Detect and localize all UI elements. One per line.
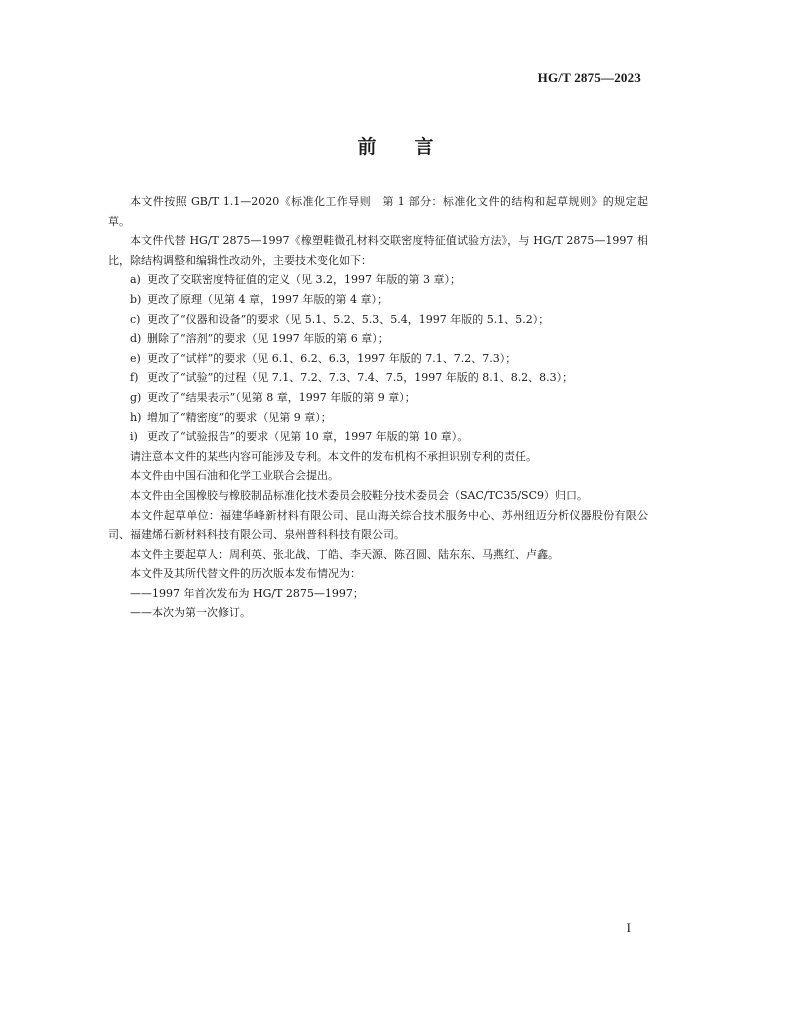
list-marker: c)	[130, 312, 141, 326]
list-item	[108, 388, 648, 408]
page-title: 前言	[357, 136, 472, 158]
paragraph-replacement: 本文件代替 HG/T 2875—1997《橡塑鞋微孔材料交联密度特征值试验方法》，与 HG/T 2875—1997 相比，除结构调整和编辑性改动外，主要技术变化如下：	[108, 234, 648, 267]
page-number: I	[626, 920, 631, 935]
list-marker: f)	[130, 371, 139, 385]
paragraph-drafters: 本文件主要起草人：周利英、张北战、丁皓、李天源、陈召圆、陆东东、马燕红、卢鑫。	[130, 547, 559, 561]
list-item-text: 更改了“试样”的要求（见 6.1、6.2、6.3，1997 年版的 7.1、7.2、7.3）；	[147, 351, 517, 365]
list-item-text: 更改了“仪器和设备”的要求（见 5.1、5.2、5.3、5.4，1997 年版的 5.1、5.2）；	[147, 312, 550, 326]
list-marker: h)	[130, 410, 142, 424]
list-item-text: 更改了原理（见第 4 章，1997 年版的第 4 章）；	[147, 292, 388, 306]
list-marker: a)	[130, 273, 141, 287]
paragraph-drafting-rules: 本文件按照 GB/T 1.1—2020《标准化工作导则 第 1 部分：标准化文件的结构和起草规则》的规定起草。	[108, 195, 648, 228]
list-marker: b)	[130, 292, 142, 306]
list-item	[108, 310, 648, 330]
list-item-text: 更改了“试验”的过程（见 7.1、7.2、7.3、7.4、7.5，1997 年版的 8.1、8.2、8.3）；	[147, 371, 574, 385]
list-item-text: 更改了“试验报告”的要求（见第 10 章，1997 年版的第 10 章）。	[147, 430, 469, 444]
list-item	[108, 270, 648, 290]
list-item-text: 增加了“精密度”的要求（见第 9 章）；	[147, 410, 332, 424]
standard-code: HG/T 2875—2023	[537, 70, 641, 85]
paragraph-proposer: 本文件由中国石油和化学工业联合会提出。	[130, 469, 339, 483]
paragraph-patent-notice: 请注意本文件的某些内容可能涉及专利。本文件的发布机构不承担识别专利的责任。	[130, 449, 537, 463]
list-item	[108, 349, 648, 369]
list-marker: d)	[130, 332, 142, 346]
list-item	[108, 427, 648, 447]
history-item: ——本次为第一次修订。	[130, 606, 251, 620]
paragraph-history-intro: 本文件及其所代替文件的历次版本发布情况为：	[130, 567, 361, 581]
list-item-text: 删除了“溶剂”的要求（见 1997 年版的第 6 章）；	[147, 332, 389, 346]
list-marker: i)	[130, 430, 138, 444]
paragraph-committee: 本文件由全国橡胶与橡胶制品标准化技术委员会胶鞋分技术委员会（SAC/TC35/SC9）归口。	[130, 488, 589, 502]
history-item: ——1997 年首次发布为 HG/T 2875—1997；	[130, 586, 364, 600]
foreword-body	[108, 192, 648, 623]
list-marker: g)	[130, 390, 142, 404]
list-item	[108, 368, 648, 388]
list-item	[108, 408, 648, 428]
list-item	[108, 290, 648, 310]
list-item-text: 更改了交联密度特征值的定义（见 3.2，1997 年版的第 3 章）；	[147, 273, 461, 287]
list-item-text: 更改了“结果表示”（见第 8 章，1997 年版的第 9 章）；	[147, 390, 416, 404]
changes-list	[108, 270, 648, 446]
list-marker: e)	[130, 351, 141, 365]
paragraph-drafting-units: 本文件起草单位：福建华峰新材料有限公司、昆山海关综合技术服务中心、苏州纽迈分析仪器股份有限公司、福建烯石新材料科技有限公司、泉州普科科技有限公司。	[108, 508, 648, 542]
list-item	[108, 329, 648, 349]
